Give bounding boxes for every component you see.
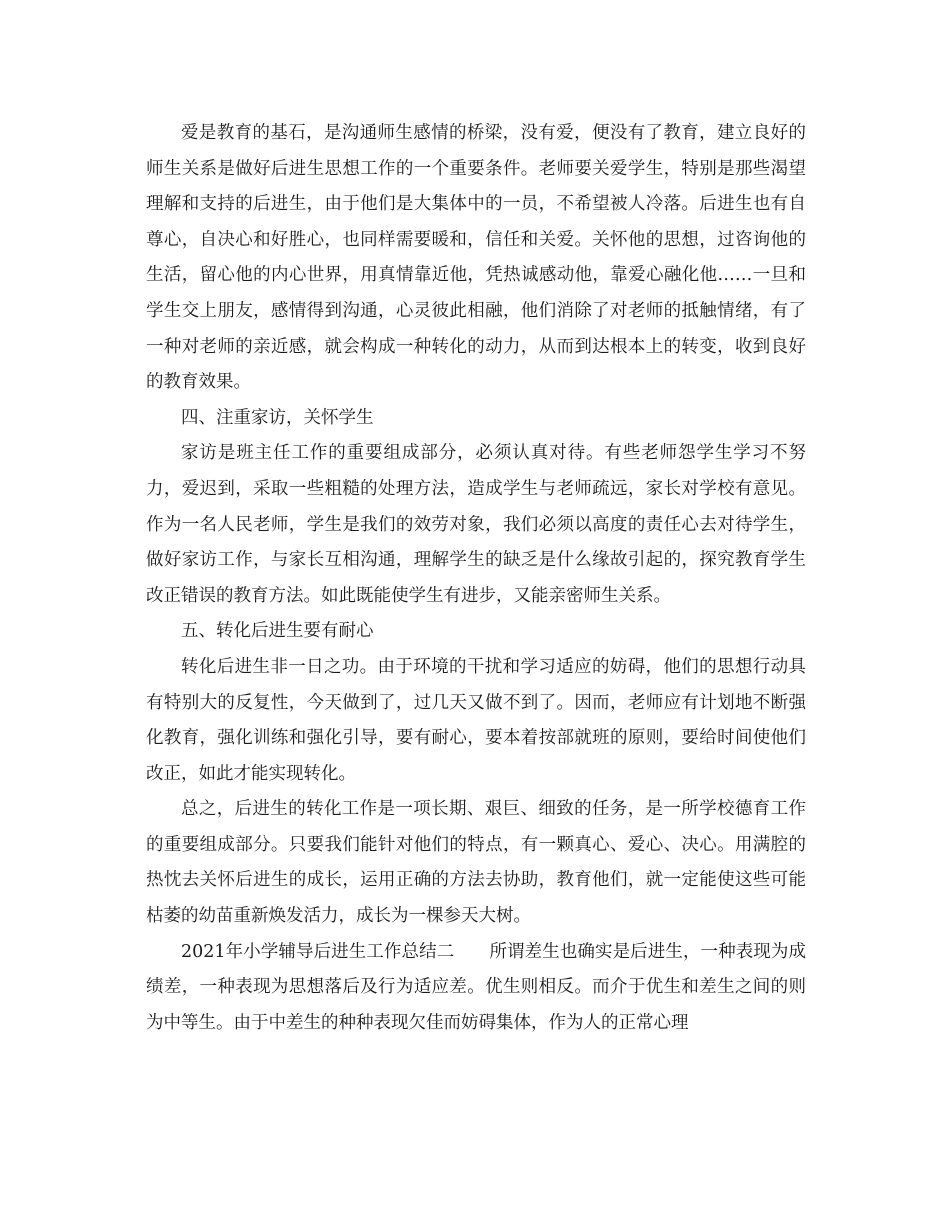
- paragraph-patience: 转化后进生非一日之功。由于环境的干扰和学习适应的妨碍，他们的思想行动具有特别大的反复性，今天做到了，过几天又做不到了。因而，老师应有计划地不断强化教育，强化训练和强化引导，要有耐心，要本着按部就班的原则，要给时间使他们改正，如此才能实现转化。: [146, 656, 806, 784]
- paragraph-love-foundation: 爱是教育的基石，是沟通师生感情的桥梁，没有爱，便没有了教育，建立良好的师生关系是做好后进生思想工作的一个重要条件。老师要关爱学生，特别是那些渴望理解和支持的后进生，由于他们是大集体中的一员，不希望被人冷落。后进生也有自尊心，自决心和好胜心，也同样需要暖和，信任和关爱。关怀他的思想，过咨询他的生活，留心他的内心世界，用真情靠近他，凭热诚感动他，靠爱心融化他……一旦和学生交上朋友，感情得到沟通，心灵彼此相融，他们消除了对老师的抵触情绪，有了一种对老师的亲近感，就会构成一种转化的动力，从而到达根本上的转变，收到良好的教育效果。: [146, 123, 806, 393]
- paragraph-summary-two: 2021年小学辅导后进生工作总结二 所谓差生也确实是后进生，一种表现为成绩差，一种表现为思想落后及行为适应差。优生则相反。而介于优生和差生之间的则为中等生。由于中差生的种种表现欠佳而妨碍集体，作为人的正常心理: [146, 941, 806, 1033]
- paragraph-home-visits: 家访是班主任工作的重要组成部分，必须认真对待。有些老师怨学生学习不努力，爱迟到，采取一些粗糙的处理方法，造成学生与老师疏远，家长对学校有意见。作为一名人民老师，学生是我们的效劳对象，我们必须以高度的责任心去对待学生，做好家访工作，与家长互相沟通，理解学生的缺乏是什么缘故引起的，探究教育学生改正错误的教育方法。如此既能使学生有进步，又能亲密师生关系。: [146, 443, 806, 606]
- section-heading-patience: 五、转化后进生要有耐心: [181, 621, 374, 642]
- paragraph-conclusion: 总之，后进生的转化工作是一项长期、艰巨、细致的任务，是一所学校德育工作的重要组成部分。只要我们能针对他们的特点，有一颗真心、爱心、决心。用满腔的热忱去关怀后进生的成长，运用正确的方法去协助，教育他们，就一定能使这些可能枯萎的幼苗重新焕发活力，成长为一棵参天大树。: [146, 799, 806, 927]
- section-heading-home-visits: 四、注重家访，关怀学生: [181, 407, 374, 428]
- document-body: [146, 116, 806, 1041]
